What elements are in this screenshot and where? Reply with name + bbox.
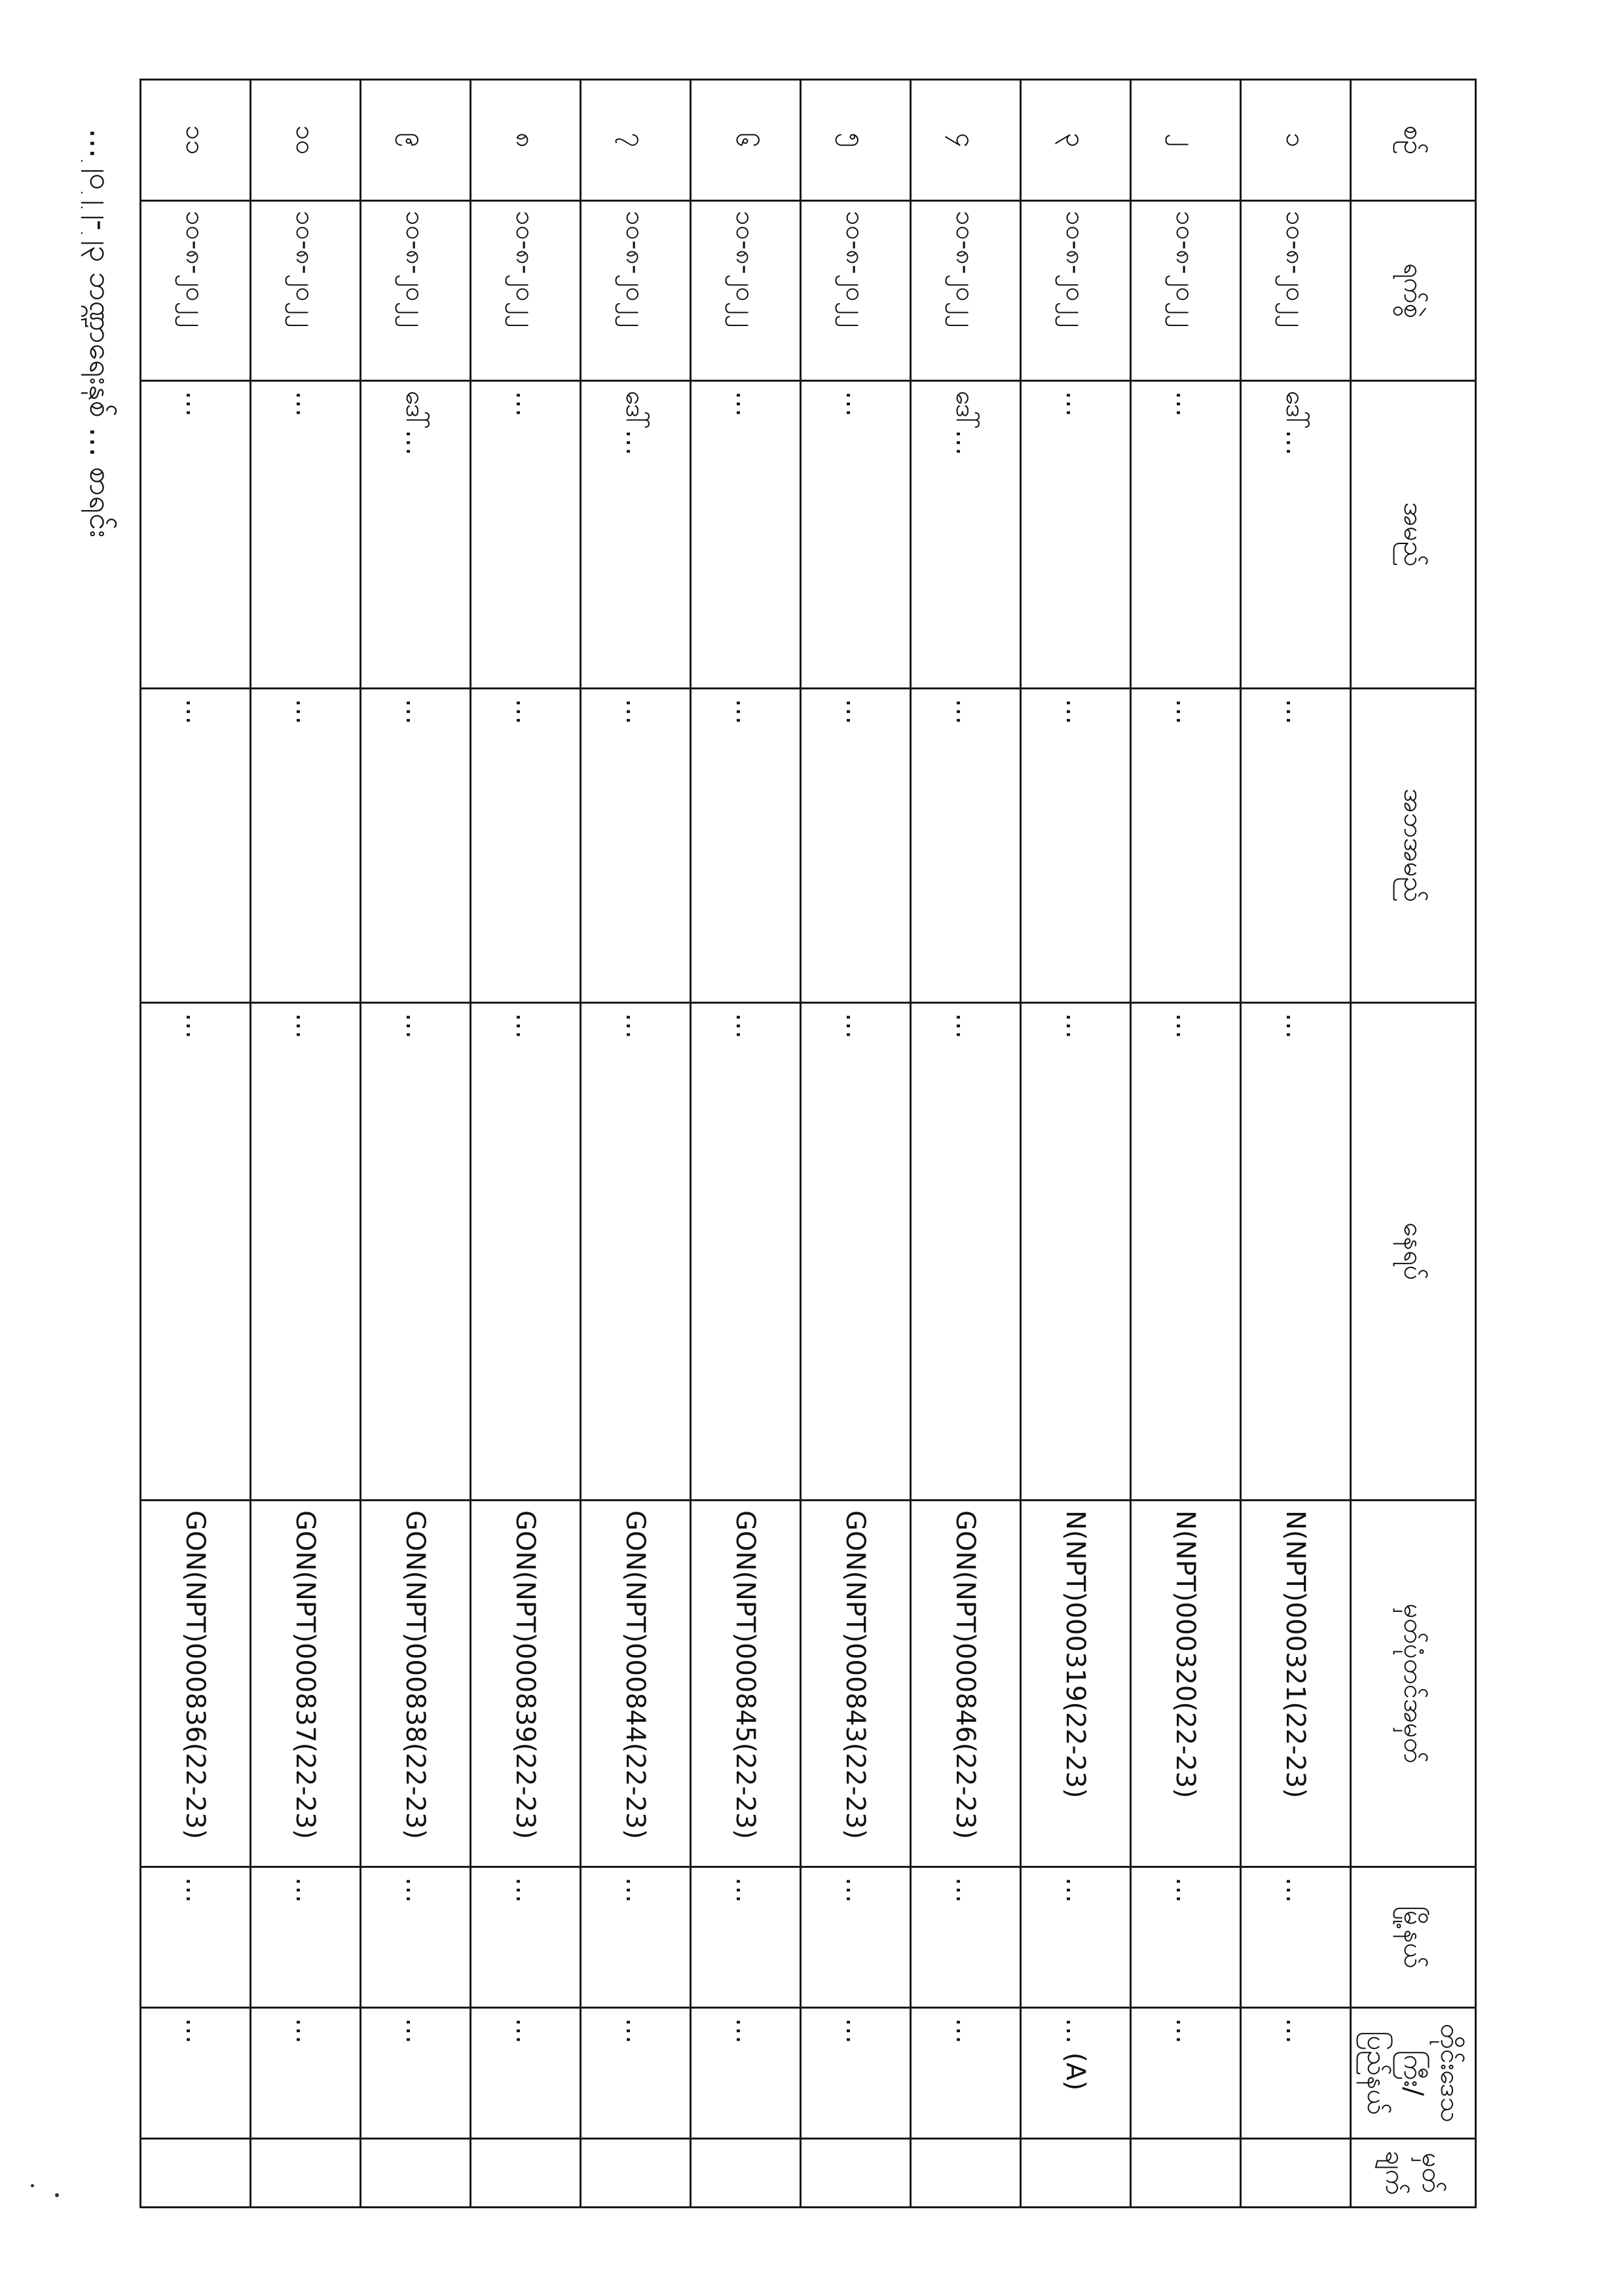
row-address: … [1241,1003,1351,1501]
row-remark [691,2139,801,2208]
row-township: … [691,1867,801,2008]
row-name: ဒေါ်… [581,381,691,689]
row-no: ၄ [911,80,1021,201]
row-remark [1021,2139,1131,2208]
row-name: ဒေါ်… [911,381,1021,689]
row-no: ၁ [1241,80,1351,201]
table-row [801,80,911,2208]
row-reg-no: GON(NPT)000845(22-23) [691,1501,801,1867]
row-name: … [1131,381,1241,689]
row-address: … [471,1003,581,1501]
row-no: ၁၁ [141,80,251,201]
registration-table [139,79,1477,2208]
row-township: … [911,1867,1021,2008]
row-no: ၉ [361,80,471,201]
row-remark [581,2139,691,2208]
scan-speck [55,2193,59,2197]
table-row [141,80,251,2208]
row-reg-no: GON(NPT)000837(22-23) [251,1501,361,1867]
table-row [361,80,471,2208]
table-row [1241,80,1351,2208]
table-row [581,80,691,2208]
row-father: … [801,689,911,1003]
row-region: … (A) [1021,2008,1131,2139]
row-father: … [1241,689,1351,1003]
row-region: … [141,2008,251,2139]
row-address: … [691,1003,801,1501]
row-reg-no: N(NPT)000321(22-23) [1241,1501,1351,1867]
table-header-row [1351,80,1476,2208]
row-no: ၃ [1021,80,1131,201]
row-no: ၇ [581,80,691,201]
row-name: … [801,381,911,689]
row-name: … [141,381,251,689]
row-region: … [691,2008,801,2139]
row-reg-no: N(NPT)000320(22-23) [1131,1501,1241,1867]
row-date: ၁၀-၈-၂၀၂၂ [1241,201,1351,381]
row-reg-no: GON(NPT)000843(22-23) [801,1501,911,1867]
header-date: ရက်စွဲ [1351,201,1476,381]
row-date: ၁၀-၈-၂၀၂၂ [691,201,801,381]
row-date: ၁၀-၈-၂၀၂၂ [801,201,911,381]
row-father: … [471,689,581,1003]
row-name: ဒေါ်… [361,381,471,689]
row-address: … [1021,1003,1131,1501]
row-region: … [1241,2008,1351,2139]
header-no: စဉ် [1351,80,1476,201]
row-remark [1131,2139,1241,2208]
header-father: အဘအမည် [1351,689,1476,1003]
row-township: … [1131,1867,1241,2008]
row-father: … [691,689,801,1003]
row-reg-no: GON(NPT)000846(22-23) [911,1501,1021,1867]
row-no: ၁၀ [251,80,361,201]
row-remark [911,2139,1021,2208]
header-township: မြို့နယ် [1351,1867,1476,2008]
header-address: နေရပ် [1351,1003,1476,1501]
table-row [691,80,801,2208]
row-no: ၈ [471,80,581,201]
row-reg-no: GON(NPT)000838(22-23) [361,1501,471,1867]
row-region: … [1131,2008,1241,2139]
row-remark [141,2139,251,2208]
row-date: ၁၀-၈-၂၀၂၂ [1021,201,1131,381]
row-address: … [801,1003,911,1501]
row-region: … [911,2008,1021,2139]
row-name: ဒေါ်… [1241,381,1351,689]
row-date: ၁၀-၈-၂၀၂၂ [911,201,1021,381]
row-region: … [251,2008,361,2139]
header-region-line1: တိုင်းဒေသကြီး/ [1398,2024,1465,2123]
table-row [1021,80,1131,2208]
row-father: … [141,689,251,1003]
header-region-line2: ပြည်နယ် [1361,2031,1392,2115]
table-row [911,80,1021,2208]
row-reg-no: GON(NPT)000836(22-23) [141,1501,251,1867]
header-remark [1351,2139,1476,2208]
row-father: … [581,689,691,1003]
header-reg-no: မှတ်ပုံတင်အမှတ် [1351,1501,1476,1867]
row-township: … [141,1867,251,2008]
row-name: … [471,381,581,689]
header-name: အမည် [1351,381,1476,689]
row-reg-no: GON(NPT)000844(22-23) [581,1501,691,1867]
row-father: … [1021,689,1131,1003]
row-date: ၁၀-၈-၂၀၂၂ [1131,201,1241,381]
row-name: … [251,381,361,689]
row-township: … [801,1867,911,2008]
header-remark-line1: မှတ် [1416,2153,1447,2193]
row-reg-no: GON(NPT)000839(22-23) [471,1501,581,1867]
table-row [251,80,361,2208]
row-remark [801,2139,911,2208]
row-remark [251,2139,361,2208]
row-township: … [251,1867,361,2008]
row-remark [1241,2139,1351,2208]
scan-speck [31,2184,34,2187]
row-township: … [581,1867,691,2008]
row-father: … [251,689,361,1003]
row-remark [471,2139,581,2208]
row-region: … [801,2008,911,2139]
row-date: ၁၀-၈-၂၀၂၂ [141,201,251,381]
row-father: … [361,689,471,1003]
table-row [471,80,581,2208]
row-date: ၁၀-၈-၂၀၂၂ [251,201,361,381]
row-date: ၁၀-၈-၂၀၂၂ [361,201,471,381]
row-date: ၁၀-၈-၂၀၂၂ [471,201,581,381]
row-father: … [1131,689,1241,1003]
header-region [1351,2008,1476,2139]
table-row [1131,80,1241,2208]
row-region: … [471,2008,581,2139]
row-township: … [471,1867,581,2008]
page-heading: …၂၀၂၂-၂၃ ဘဏ္ဍာရေးနှစ် … စာရင်း [83,128,119,538]
row-township: … [1241,1867,1351,2008]
row-no: ၆ [691,80,801,201]
row-no: ၂ [1131,80,1241,201]
row-address: … [251,1003,361,1501]
row-father: … [911,689,1021,1003]
table-body [141,80,1351,2208]
row-township: … [1021,1867,1131,2008]
row-address: … [581,1003,691,1501]
row-date: ၁၀-၈-၂၀၂၂ [581,201,691,381]
row-reg-no: N(NPT)000319(22-23) [1021,1501,1131,1867]
row-address: … [1131,1003,1241,1501]
row-remark [361,2139,471,2208]
row-address: … [911,1003,1021,1501]
row-name: … [1021,381,1131,689]
row-address: … [141,1003,251,1501]
row-name: … [691,381,801,689]
row-address: … [361,1003,471,1501]
row-region: … [581,2008,691,2139]
row-region: … [361,2008,471,2139]
row-township: … [361,1867,471,2008]
row-no: ၅ [801,80,911,201]
header-remark-line2: ချက် [1380,2151,1410,2195]
